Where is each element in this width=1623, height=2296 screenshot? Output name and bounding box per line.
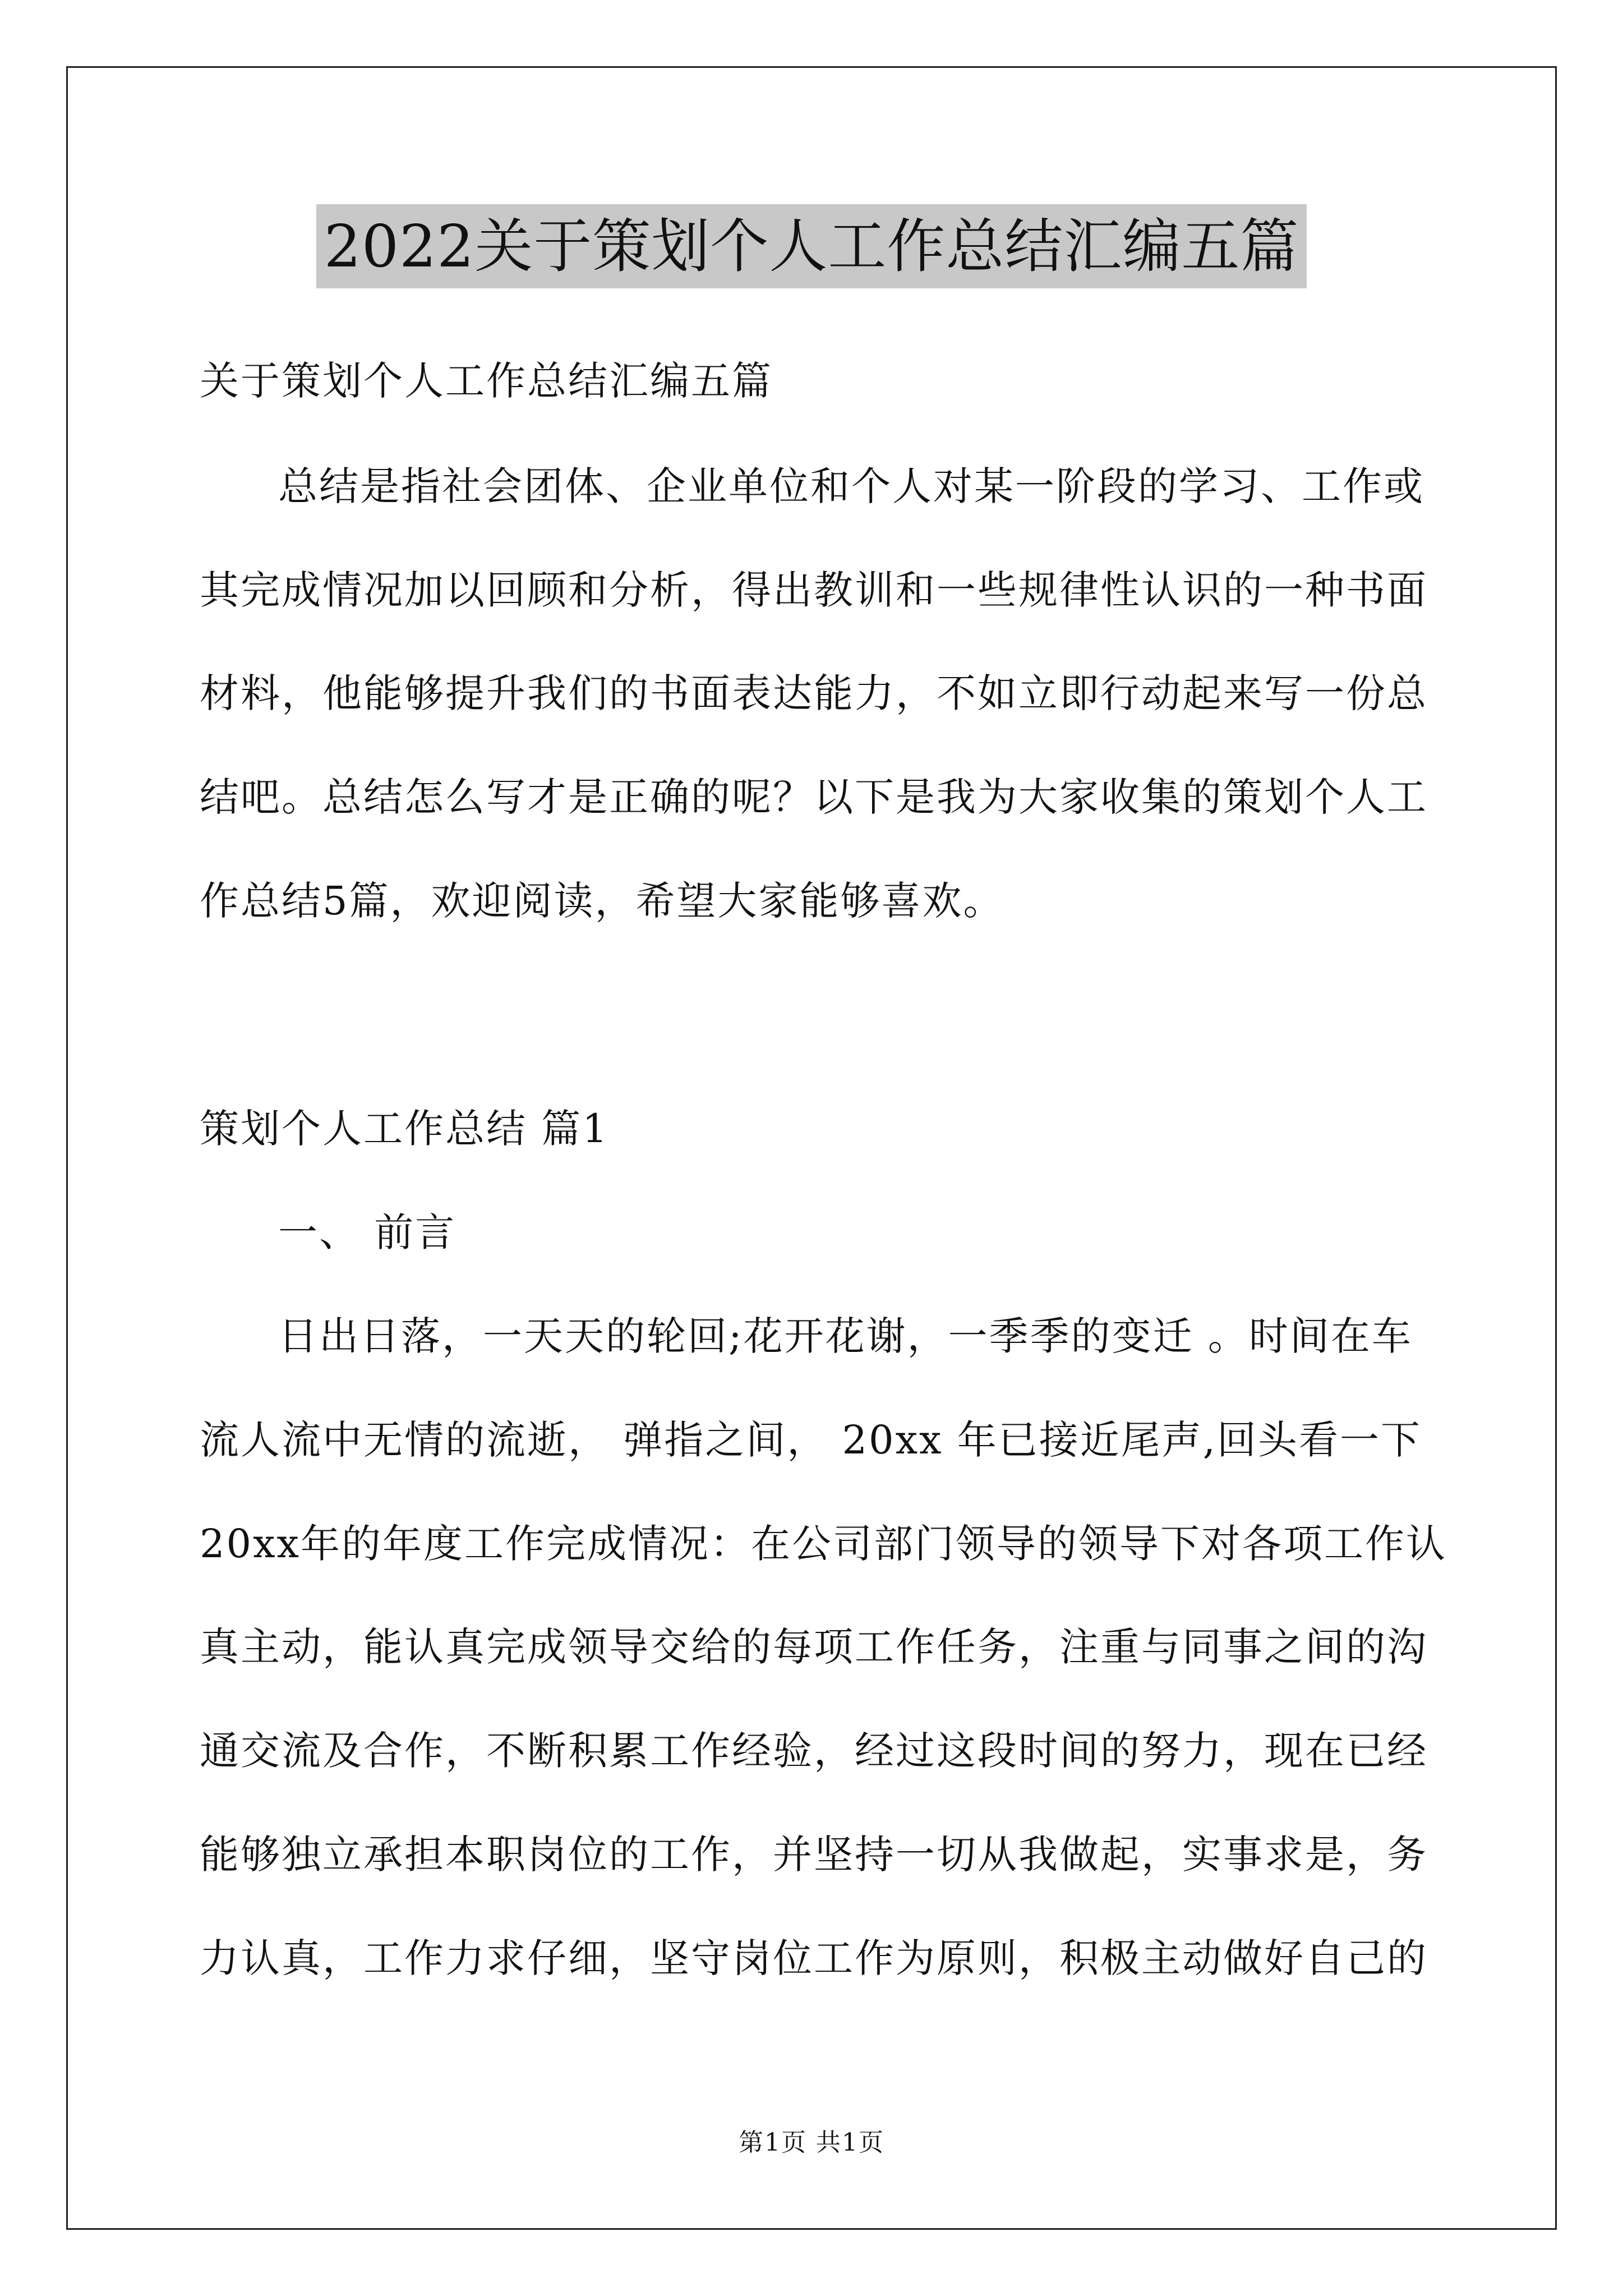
intro-line: 总结是指社会团体、企业单位和个人对某一阶段的学习、工作或: [278, 463, 1424, 509]
intro-line: 作总结5篇，欢迎阅读，希望大家能够喜欢。: [200, 878, 1004, 924]
document-subtitle: 关于策划个人工作总结汇编五篇: [200, 358, 773, 404]
page-footer: 第1页 共1页: [739, 2128, 884, 2157]
body-line: 流人流中无情的流逝， 弹指之间， 20xx 年已接近尾声,回头看一下: [200, 1417, 1422, 1463]
body-line: 日出日落，一天天的轮回;花开花谢，一季季的变迁 。时间在车: [278, 1313, 1413, 1359]
intro-line: 材料，他能够提升我们的书面表达能力，不如立即行动起来写一份总: [200, 670, 1428, 716]
body-line: 能够独立承担本职岗位的工作，并坚持一切从我做起，实事求是，务: [200, 1832, 1428, 1878]
intro-line: 结吧。总结怎么写才是正确的呢？以下是我为大家收集的策划个人工: [200, 774, 1428, 820]
subsection-heading: 一、 前言: [278, 1209, 457, 1255]
section-heading: 策划个人工作总结 篇1: [200, 1106, 609, 1152]
document-title: 2022关于策划个人工作总结汇编五篇: [316, 204, 1307, 288]
body-line: 通交流及合作，不断积累工作经验，经过这段时间的努力，现在已经: [200, 1728, 1428, 1774]
intro-line: 其完成情况加以回顾和分析，得出教训和一些规律性认识的一种书面: [200, 567, 1428, 613]
body-line: 20xx年的年度工作完成情况：在公司部门领导的领导下对各项工作认: [200, 1521, 1447, 1567]
body-line: 力认真，工作力求仔细，坚守岗位工作为原则，积极主动做好自己的: [200, 1935, 1428, 1981]
title-container: [0, 204, 1623, 288]
body-line: 真主动，能认真完成领导交给的每项工作任务，注重与同事之间的沟: [200, 1624, 1428, 1670]
